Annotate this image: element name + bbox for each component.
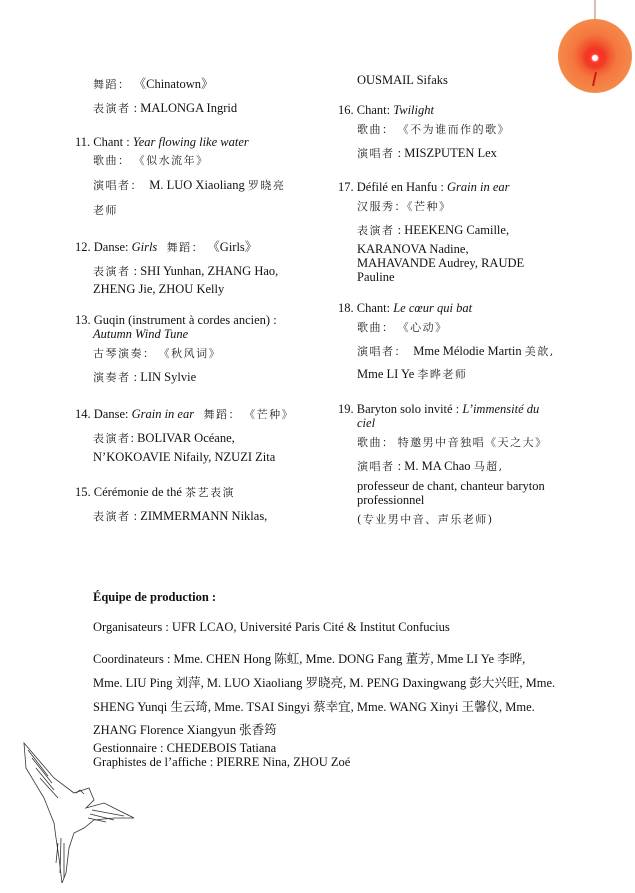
item18-singer-line2: Mme LI Ye: [357, 367, 418, 381]
item17-show-title: 《芒种》: [407, 200, 452, 213]
item19-desc-line2: professionnel: [357, 493, 425, 507]
item17-show-line: [357, 199, 452, 214]
item17-perf-label: 表演者: [357, 224, 395, 237]
item18-type: Chant:: [356, 301, 394, 315]
item14-perf-line2: N’KOKOAVIE Nifaily, NZUZI Zita: [93, 450, 276, 464]
item14-performers-2: [93, 450, 275, 464]
item17-performers-3: [357, 256, 524, 270]
item12-dance-label: 舞蹈：: [166, 241, 205, 254]
item19-song-label: 歌曲：: [357, 436, 395, 449]
item10-perf-names: : MALONGA Ingrid: [130, 101, 238, 115]
item17-show-label: 汉服秀：: [357, 200, 407, 213]
item13-perf-names: : LIN Sylvie: [130, 370, 197, 384]
item15-perf-line1: : ZIMMERMANN Niklas,: [130, 509, 268, 523]
item16-song-title: 《不为谁而作的歌》: [397, 123, 511, 136]
item13-performers: [93, 370, 196, 385]
item11-number: 11.: [75, 135, 91, 149]
item13-heading: [75, 313, 277, 327]
item10-dance-label: 舞蹈：: [93, 78, 131, 91]
item16-number: 16.: [338, 103, 354, 117]
item19-desc-1: [357, 479, 545, 493]
production-designers: Graphistes de l’affiche : PIERRE Nina, ZHOU Zoé: [93, 755, 351, 769]
item17-perf-line3: MAHAVANDE Audrey, RAUDE: [357, 256, 525, 270]
item12-number: 12.: [75, 240, 91, 254]
item12-type: Danse:: [93, 240, 132, 254]
item18-singer-line1: Mme Mélodie Martin: [413, 344, 525, 358]
item17-heading: [338, 180, 510, 194]
production-coordinators-2: Mme. LIU Ping 刘萍, M. LUO Xiaoliang 罗晓亮, M. PENG Daxingwang 彭大兴旺, Mme.: [93, 676, 556, 690]
item14-type: Danse:: [93, 407, 132, 421]
item11-song-label: 歌曲：: [93, 154, 131, 167]
item17-perf-line4: Pauline: [357, 270, 395, 284]
item11-title: Year flowing like water: [132, 135, 249, 149]
item10-dance-line: [93, 77, 213, 92]
item18-song-label: 歌曲：: [357, 321, 395, 334]
item13-guqin-title: 《秋风词》: [158, 347, 222, 360]
item10-dance-title: 《Chinatown》: [133, 77, 214, 91]
item19-song-line: [357, 435, 548, 450]
item19-title-line2: ciel: [357, 416, 376, 430]
item13-guqin-label: 古琴演奏：: [93, 347, 156, 360]
item11-singer-cn: 罗晓亮: [247, 179, 286, 192]
item12-perf-label: 表演者: [93, 265, 131, 278]
item19-singer-label: 演唱者: [357, 460, 395, 473]
item17-perf-line1: : HEEKENG Camille,: [394, 223, 510, 237]
item13-number: 13.: [75, 313, 91, 327]
item15-type: Cérémonie de thé: [93, 485, 186, 499]
item18-singer-line: [357, 344, 555, 359]
item12-performers: [93, 264, 278, 279]
item18-title: Le cœur qui bat: [393, 301, 473, 315]
item13-perf-label: 演奏者: [93, 371, 131, 384]
production-coordinators-4: ZHANG Florence Xiangyun 张香筠: [93, 723, 277, 737]
item11-singer-line2: [93, 203, 118, 218]
item18-singer-line-2: [357, 367, 467, 382]
production-coordinators-3: SHENG Yunqi 生云琦, Mme. TSAI Singyi 蔡幸宜, Mme. WANG Xinyi 王馨仪, Mme.: [93, 700, 535, 714]
item11-singer-label: 演唱者：: [93, 179, 143, 192]
item16-title: Twilight: [393, 103, 434, 117]
item18-singer-line2-cn: 李晔老师: [417, 368, 468, 381]
item15-performers-cont: [357, 73, 448, 87]
lantern-icon: [552, 0, 632, 95]
item12-perf-line2: ZHENG Jie, ZHOU Kelly: [93, 282, 225, 296]
item12-dance-title: 《Girls》: [207, 240, 258, 254]
item19-title-cont: [357, 416, 375, 430]
item17-number: 17.: [338, 180, 354, 194]
item18-singer-label: 演唱者：: [357, 345, 407, 358]
item11-type: Chant :: [93, 135, 133, 149]
item19-singer-cn: 马超,: [473, 460, 504, 473]
item18-number: 18.: [338, 301, 354, 315]
item12-performers-2: [93, 282, 224, 296]
item14-heading: [75, 407, 294, 422]
item16-song-label: 歌曲：: [357, 123, 395, 136]
item11-singer-cn2: 老师: [93, 204, 118, 217]
item17-perf-line2: KARANOVA Nadine,: [357, 242, 469, 256]
item16-singer-line: [357, 146, 497, 161]
item17-type: Défilé en Hanfu :: [356, 180, 447, 194]
item14-performers: [93, 431, 235, 446]
item14-perf-label: 表演者: [93, 432, 131, 445]
item14-perf-line1: : BOLIVAR Océane,: [130, 431, 235, 445]
item13-title-line: [93, 327, 188, 341]
item12-perf-line1: : SHI Yunhan, ZHANG Hao,: [130, 264, 279, 278]
item13-title: Autumn Wind Tune: [93, 327, 189, 341]
item17-performers-4: [357, 270, 395, 284]
item18-heading: [338, 301, 472, 315]
item13-guqin-line: [93, 346, 221, 361]
item14-title: Grain in ear: [131, 407, 195, 421]
item18-singer-line1-cn: 美歆,: [524, 345, 555, 358]
item19-desc-2: [357, 493, 424, 507]
item12-title: Girls: [131, 240, 158, 254]
item15-number: 15.: [75, 485, 91, 499]
item10-performers: [93, 101, 237, 116]
item19-singer-line: [357, 459, 504, 474]
item18-song-title: 《心动》: [397, 321, 448, 334]
item11-singer-line: [93, 178, 285, 193]
item16-song-line: [357, 122, 510, 137]
item19-song-title: 特邀男中音独唱《天之大》: [397, 436, 548, 449]
production-coordinators-1: Coordinateurs : Mme. CHEN Hong 陈虹, Mme. DONG Fang 董芳, Mme LI Ye 李晔,: [93, 652, 526, 666]
item11-song-title: 《似水流年》: [133, 154, 209, 167]
item19-title-line1: L’immensité du: [462, 402, 540, 416]
item12-heading: [75, 240, 257, 255]
item18-song-line: [357, 320, 448, 335]
item14-number: 14.: [75, 407, 91, 421]
item15-head-cn: 茶艺表演: [185, 486, 236, 499]
item15-performers: [93, 509, 267, 524]
item17-title: Grain in ear: [447, 180, 510, 194]
production-heading: Équipe de production :: [93, 590, 217, 604]
item19-heading: [338, 402, 539, 416]
item11-singer-names: M. LUO Xiaoliang: [149, 178, 248, 192]
item11-heading: [75, 135, 249, 149]
item17-performers-2: [357, 242, 469, 256]
item19-desc-3: [357, 512, 494, 527]
production-manager: Gestionnaire : CHEDEBOIS Tatiana: [93, 741, 277, 755]
item11-song-line: [93, 153, 209, 168]
item15-perf-line2: OUSMAIL Sifaks: [357, 73, 448, 87]
item19-desc-line1: professeur de chant, chanteur baryton: [357, 479, 545, 493]
item19-singer-names: : M. MA Chao: [394, 459, 474, 473]
item14-dance-label: 舞蹈：: [203, 408, 241, 421]
item10-perf-label: 表演者: [93, 102, 131, 115]
item13-type: Guqin (instrument à cordes ancien) :: [93, 313, 277, 327]
item14-dance-title: 《芒种》: [244, 408, 295, 421]
item16-heading: [338, 103, 434, 117]
item19-type: Baryton solo invité :: [356, 402, 463, 416]
item16-singer-label: 演唱者: [357, 147, 395, 160]
production-organisers: Organisateurs : UFR LCAO, Université Paris Cité & Institut Confucius: [93, 620, 450, 634]
item17-performers: [357, 223, 509, 238]
item15-perf-label: 表演者: [93, 510, 131, 523]
item19-number: 19.: [338, 402, 354, 416]
item19-desc-cn: (专业男中音、声乐老师): [357, 513, 494, 526]
item16-type: Chant:: [356, 103, 394, 117]
item15-heading: [75, 485, 235, 500]
item16-singer-names: : MISZPUTEN Lex: [394, 146, 497, 160]
